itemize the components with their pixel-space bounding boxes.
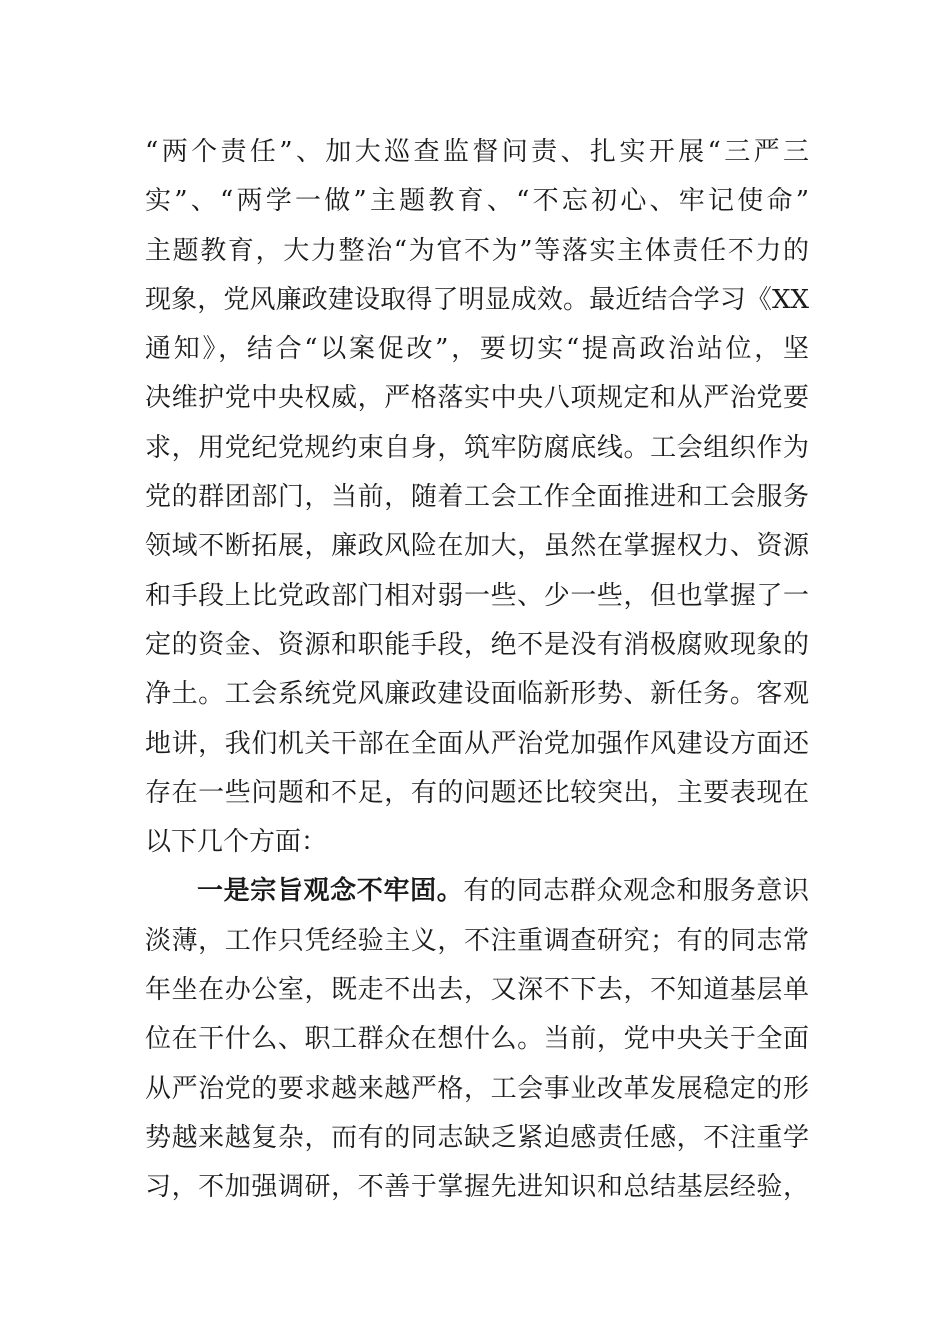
paragraph-2-line: 从严治党的要求越来越严格，工会事业改革发展稳定的形 [145,1073,809,1104]
paragraph-2-first-text: 有的同志群众观念和服务意识 [463,876,809,907]
paragraph-1-line: 现象，党风廉政建设取得了明显成效。最近结合学习《XX [145,284,809,315]
paragraph-1-line: 通知》，结合“以案促改”，要切实“提高政治站位，坚 [145,334,809,365]
paragraph-1-line: 决维护党中央权威，严格落实中央八项规定和从严治党要 [145,383,809,414]
paragraph-1-line: 净土。工会系统党风廉政建设面临新形势、新任务。客观 [145,679,809,710]
paragraph-2-line: 年坐在办公室，既走不出去，又深不下去，不知道基层单 [145,975,809,1006]
paragraph-1-line: 存在一些问题和不足，有的问题还比较突出，主要表现在 [145,777,809,808]
paragraph-2-line: 淡薄，工作只凭经验主义，不注重调查研究；有的同志常 [145,925,809,956]
paragraph-1-line: 定的资金、资源和职能手段，绝不是没有消极腐败现象的 [145,629,809,660]
paragraph-2-line: 势越来越复杂，而有的同志缺乏紧迫感责任感，不注重学 [145,1122,809,1153]
paragraph-1-line: 求，用党纪党规约束自身，筑牢防腐底线。工会组织作为 [145,432,809,463]
paragraph-1-line: 实”、“两学一做”主题教育、“不忘初心、牢记使命” [145,186,809,217]
paragraph-2-heading: 一是宗旨观念不牢固。 [197,876,464,907]
paragraph-2-first-line [145,867,809,916]
paragraph-1-line: 领域不断拓展，廉政风险在加大，虽然在掌握权力、资源 [145,531,809,562]
paragraph-1-line: 地讲，我们机关干部在全面从严治党加强作风建设方面还 [145,728,809,759]
paragraph-2-line: 位在干什么、职工群众在想什么。当前，党中央关于全面 [145,1024,809,1055]
body-text [145,128,809,1213]
paragraph-2-line: 习，不加强调研，不善于掌握先进知识和总结基层经验， [145,1172,809,1203]
paragraph-1-line: “两个责任”、加大巡查监督问责、扎实开展“三严三 [145,137,809,167]
paragraph-1-line: 党的群团部门，当前，随着工会工作全面推进和工会服务 [145,482,809,513]
paragraph-1-line: 和手段上比党政部门相对弱一些、少一些，但也掌握了一 [145,580,809,611]
paragraph-1-line: 主题教育，大力整治“为官不为”等落实主体责任不力的 [145,235,809,266]
paragraph-1-line: 以下几个方面： [145,827,328,858]
